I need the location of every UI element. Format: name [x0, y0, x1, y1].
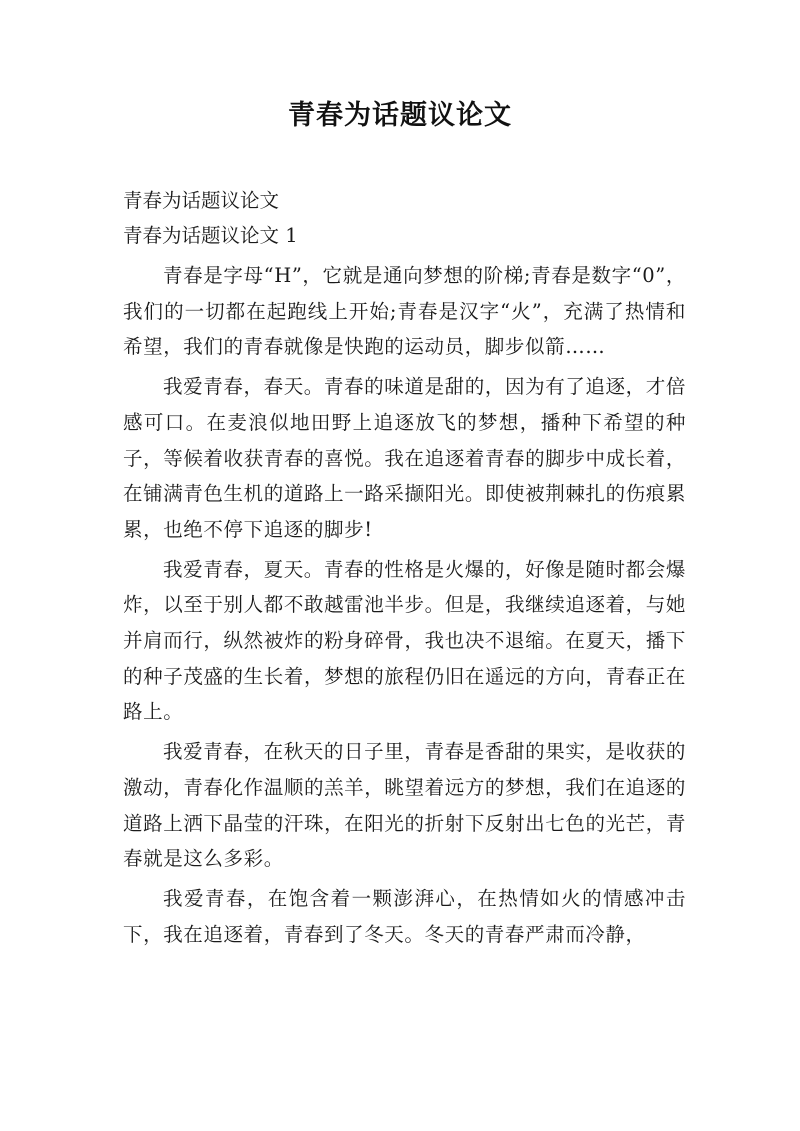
- document-title: 青春为话题议论文: [288, 100, 512, 131]
- paragraph-5: 我爱青春，在饱含着一颗澎湃心，在热情如火的情感冲击下，我在追逐着，青春到了冬天。冬天的青春严肃而冷静，: [123, 886, 686, 946]
- document-body: [123, 183, 686, 952]
- document-subtitle: 青春为话题议论文: [123, 189, 280, 212]
- section-heading: 青春为话题议论文 1: [123, 224, 298, 247]
- paragraph-3: 我爱青春，夏天。青春的性格是火爆的，好像是随时都会爆炸，以至于别人都不敢越雷池半步。但是，我继续追逐着，与她并肩而行，纵然被炸的粉身碎骨，我也决不退缩。在夏天，播下的种子茂盛的生长着，梦想的旅程仍旧在遥远的方向，青春正在路上。: [123, 557, 686, 724]
- paragraph-2: 我爱青春，春天。青春的味道是甜的，因为有了追逐，才倍感可口。在麦浪似地田野上追逐放飞的梦想，播种下希望的种子，等候着收获青春的喜悦。我在追逐着青春的脚步中成长着，在铺满青色生机的道路上一路采撷阳光。即使被荆棘扎的伤痕累累，也绝不停下追逐的脚步!: [123, 375, 686, 541]
- paragraph-1: 青春是字母“H”，它就是通向梦想的阶梯;青春是数字“0”，我们的一切都在起跑线上开始;青春是汉字“火”，充满了热情和希望，我们的青春就像是快跑的运动员，脚步似箭……: [123, 264, 686, 359]
- paragraph-4: 我爱青春，在秋天的日子里，青春是香甜的果实，是收获的激动，青春化作温顺的羔羊，眺望着远方的梦想，我们在追逐的道路上洒下晶莹的汗珠，在阳光的折射下反射出七色的光芒，青春就是这么多彩。: [123, 740, 686, 871]
